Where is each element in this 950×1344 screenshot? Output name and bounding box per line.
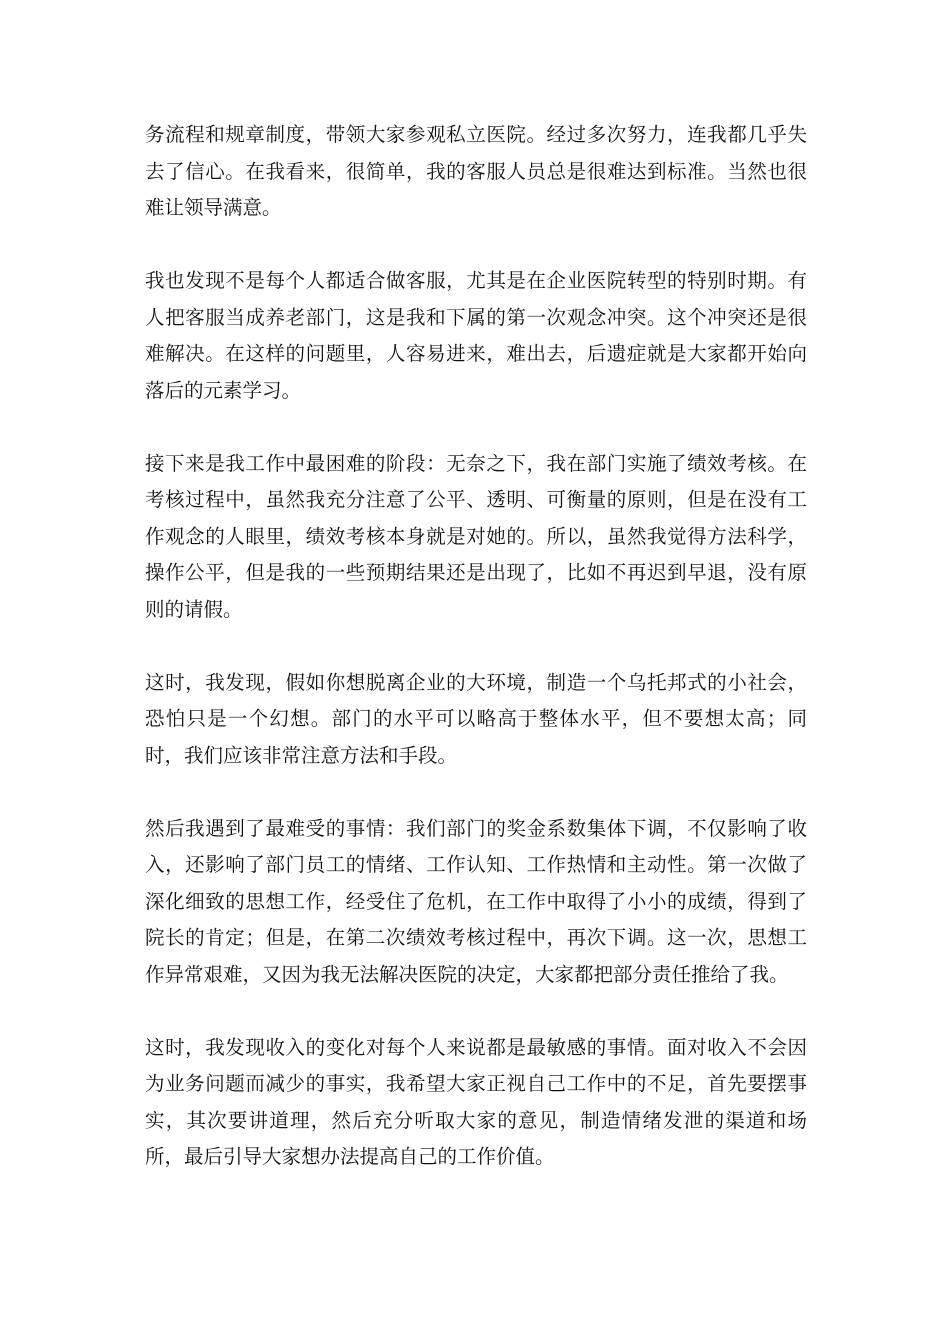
paragraph-1: 务流程和规章制度，带领大家参观私立医院。经过多次努力，连我都几乎失去了信心。在我看来，很简单，我的客服人员总是很难达到标准。当然也很难让领导满意。: [145, 123, 807, 219]
paragraph-3: 接下来是我工作中最困难的阶段：无奈之下，我在部门实施了绩效考核。在考核过程中，虽然我充分注意了公平、透明、可衡量的原则，但是在没有工作观念的人眼里，绩效考核本身就是对她的。所以，虽然我觉得方法科学，操作公平，但是我的一些预期结果还是出现了，比如不再迟到早退，没有原则的请假。: [145, 451, 807, 621]
paragraph-5: 然后我遇到了最难受的事情：我们部门的奖金系数集体下调，不仅影响了收入，还影响了部门员工的情绪、工作认知、工作热情和主动性。第一次做了深化细致的思想工作，经受住了危机，在工作中取得了小小的成绩，得到了院长的肯定；但是，在第二次绩效考核过程中，再次下调。这一次，思想工作异常艰难，又因为我无法解决医院的决定，大家都把部分责任推给了我。: [145, 816, 807, 986]
paragraph-6: 这时，我发现收入的变化对每个人来说都是最敏感的事情。面对收入不会因为业务问题而减少的事实，我希望大家正视自己工作中的不足，首先要摆事实，其次要讲道理，然后充分听取大家的意见，制造情绪发泄的渠道和场所，最后引导大家想办法提高自己的工作价值。: [145, 1035, 807, 1168]
document-body: [145, 117, 807, 1176]
paragraph-2: 我也发现不是每个人都适合做客服，尤其是在企业医院转型的特别时期。有人把客服当成养老部门，这是我和下属的第一次观念冲突。这个冲突还是很难解决。在这样的问题里，人容易进来，难出去，后遗症就是大家都开始向落后的元素学习。: [145, 269, 807, 402]
paragraph-4: 这时，我发现，假如你想脱离企业的大环境，制造一个乌托邦式的小社会，恐怕只是一个幻想。部门的水平可以略高于整体水平，但不要想太高；同时，我们应该非常注意方法和手段。: [145, 670, 807, 767]
